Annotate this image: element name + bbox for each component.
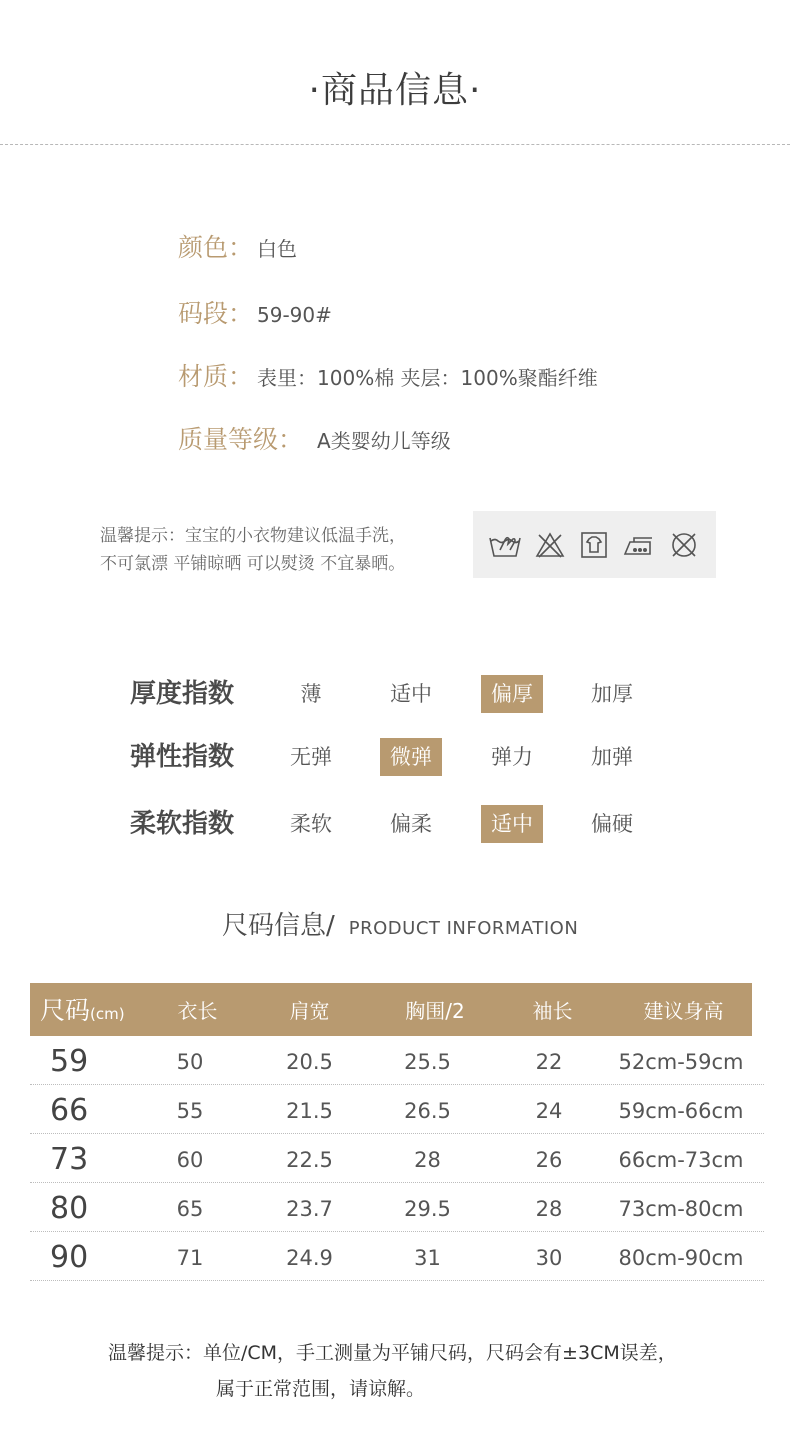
bottom-note-line: 属于正常范围，请谅解。 [216, 1378, 426, 1400]
title-divider [0, 144, 790, 145]
size-cell: 59 [50, 1044, 89, 1079]
index-label: 柔软指数 [130, 809, 235, 839]
column-header: 建议身高 [643, 999, 724, 1023]
index-option: 适中 [390, 682, 432, 706]
spec-label: 颜色： [178, 233, 254, 262]
table-cell: 24.9 [286, 1246, 333, 1270]
column-header-text: 尺码 [40, 996, 91, 1025]
index-option: 柔软 [290, 812, 332, 836]
table-cell: 59cm-66cm [618, 1099, 744, 1123]
index-row-elasticity [130, 738, 690, 776]
table-cell: 73cm-80cm [618, 1197, 744, 1221]
table-cell: 22 [535, 1050, 563, 1074]
table-cell: 25.5 [404, 1050, 451, 1074]
table-cell: 52cm-59cm [618, 1050, 744, 1074]
table-cell: 28 [535, 1197, 563, 1221]
table-row [30, 1183, 764, 1232]
table-cell: 26 [535, 1148, 563, 1172]
size-heading-cn: 尺码信息/ [222, 911, 335, 941]
care-note-line: 不可氯漂 平铺晾晒 可以熨烫 不宜暴晒。 [100, 554, 406, 574]
size-table [30, 983, 764, 1281]
index-option: 偏柔 [390, 812, 432, 836]
spec-value: 59-90# [257, 303, 332, 327]
hand-wash-icon [488, 530, 522, 560]
index-option-selected: 适中 [481, 805, 543, 843]
table-cell: 24 [535, 1099, 563, 1123]
table-cell: 20.5 [286, 1050, 333, 1074]
table-row [30, 1036, 764, 1085]
spec-label: 码段： [178, 299, 254, 328]
table-row [30, 1085, 764, 1134]
table-row [30, 1134, 764, 1183]
no-tumble-dry-icon [667, 530, 701, 560]
table-cell: 23.7 [286, 1197, 333, 1221]
table-cell: 26.5 [404, 1099, 451, 1123]
care-note [100, 522, 470, 578]
spec-label: 材质： [178, 362, 254, 391]
spec-value: A类婴幼儿等级 [317, 429, 451, 453]
no-bleach-icon [533, 530, 567, 560]
table-cell: 28 [414, 1148, 441, 1172]
table-cell: 31 [414, 1246, 441, 1270]
index-label: 弹性指数 [130, 742, 235, 772]
table-cell: 71 [176, 1246, 204, 1270]
index-option: 加弹 [591, 745, 633, 769]
table-cell: 22.5 [286, 1148, 333, 1172]
column-header-unit: (cm) [90, 1005, 125, 1023]
spec-material [178, 357, 598, 393]
care-icons-panel [473, 511, 716, 578]
table-cell: 21.5 [286, 1099, 333, 1123]
spec-label: 质量等级： [178, 425, 304, 454]
index-option: 无弹 [290, 745, 332, 769]
iron-icon [622, 530, 656, 560]
spec-quality-grade [178, 420, 451, 456]
index-option-selected: 偏厚 [481, 675, 543, 713]
index-option: 薄 [300, 682, 322, 706]
table-cell: 60 [176, 1148, 204, 1172]
table-cell: 66cm-73cm [618, 1148, 744, 1172]
spec-value: 表里：100%棉 夹层：100%聚酯纤维 [257, 366, 598, 390]
table-cell: 55 [176, 1099, 204, 1123]
spec-value: 白色 [257, 237, 298, 261]
table-body [30, 1036, 764, 1281]
page-title: ·商品信息· [308, 70, 482, 111]
table-cell: 29.5 [404, 1197, 451, 1221]
size-cell: 90 [50, 1240, 89, 1275]
size-cell: 80 [50, 1191, 89, 1226]
table-cell: 80cm-90cm [618, 1246, 744, 1270]
index-option: 弹力 [491, 745, 533, 769]
size-heading-en: PRODUCT INFORMATION [348, 918, 579, 939]
index-option-selected: 微弹 [380, 738, 442, 776]
bottom-note [108, 1335, 768, 1407]
index-option: 加厚 [591, 682, 633, 706]
dry-flat-icon [577, 530, 611, 560]
table-cell: 30 [535, 1246, 563, 1270]
size-cell: 73 [50, 1142, 89, 1177]
column-header: 袖长 [532, 999, 573, 1023]
table-cell: 50 [176, 1050, 204, 1074]
column-header: 肩宽 [289, 999, 330, 1023]
index-label: 厚度指数 [130, 679, 235, 709]
care-note-line: 温馨提示：宝宝的小衣物建议低温手洗， [100, 526, 406, 546]
index-row-softness [130, 805, 690, 843]
spec-size-range [178, 294, 332, 330]
table-row [30, 1232, 764, 1281]
column-header: 衣长 [177, 999, 218, 1023]
table-header [30, 983, 752, 1036]
index-option: 偏硬 [591, 812, 633, 836]
spec-color [178, 228, 297, 264]
column-header: 胸围/2 [405, 999, 465, 1023]
size-info-heading [222, 905, 578, 942]
bottom-note-line: 温馨提示：单位/CM，手工测量为平铺尺码，尺码会有±3CM误差， [108, 1342, 677, 1364]
column-header-size [40, 983, 150, 1036]
index-row-thickness [130, 675, 690, 713]
table-cell: 65 [176, 1197, 204, 1221]
size-cell: 66 [50, 1093, 89, 1128]
